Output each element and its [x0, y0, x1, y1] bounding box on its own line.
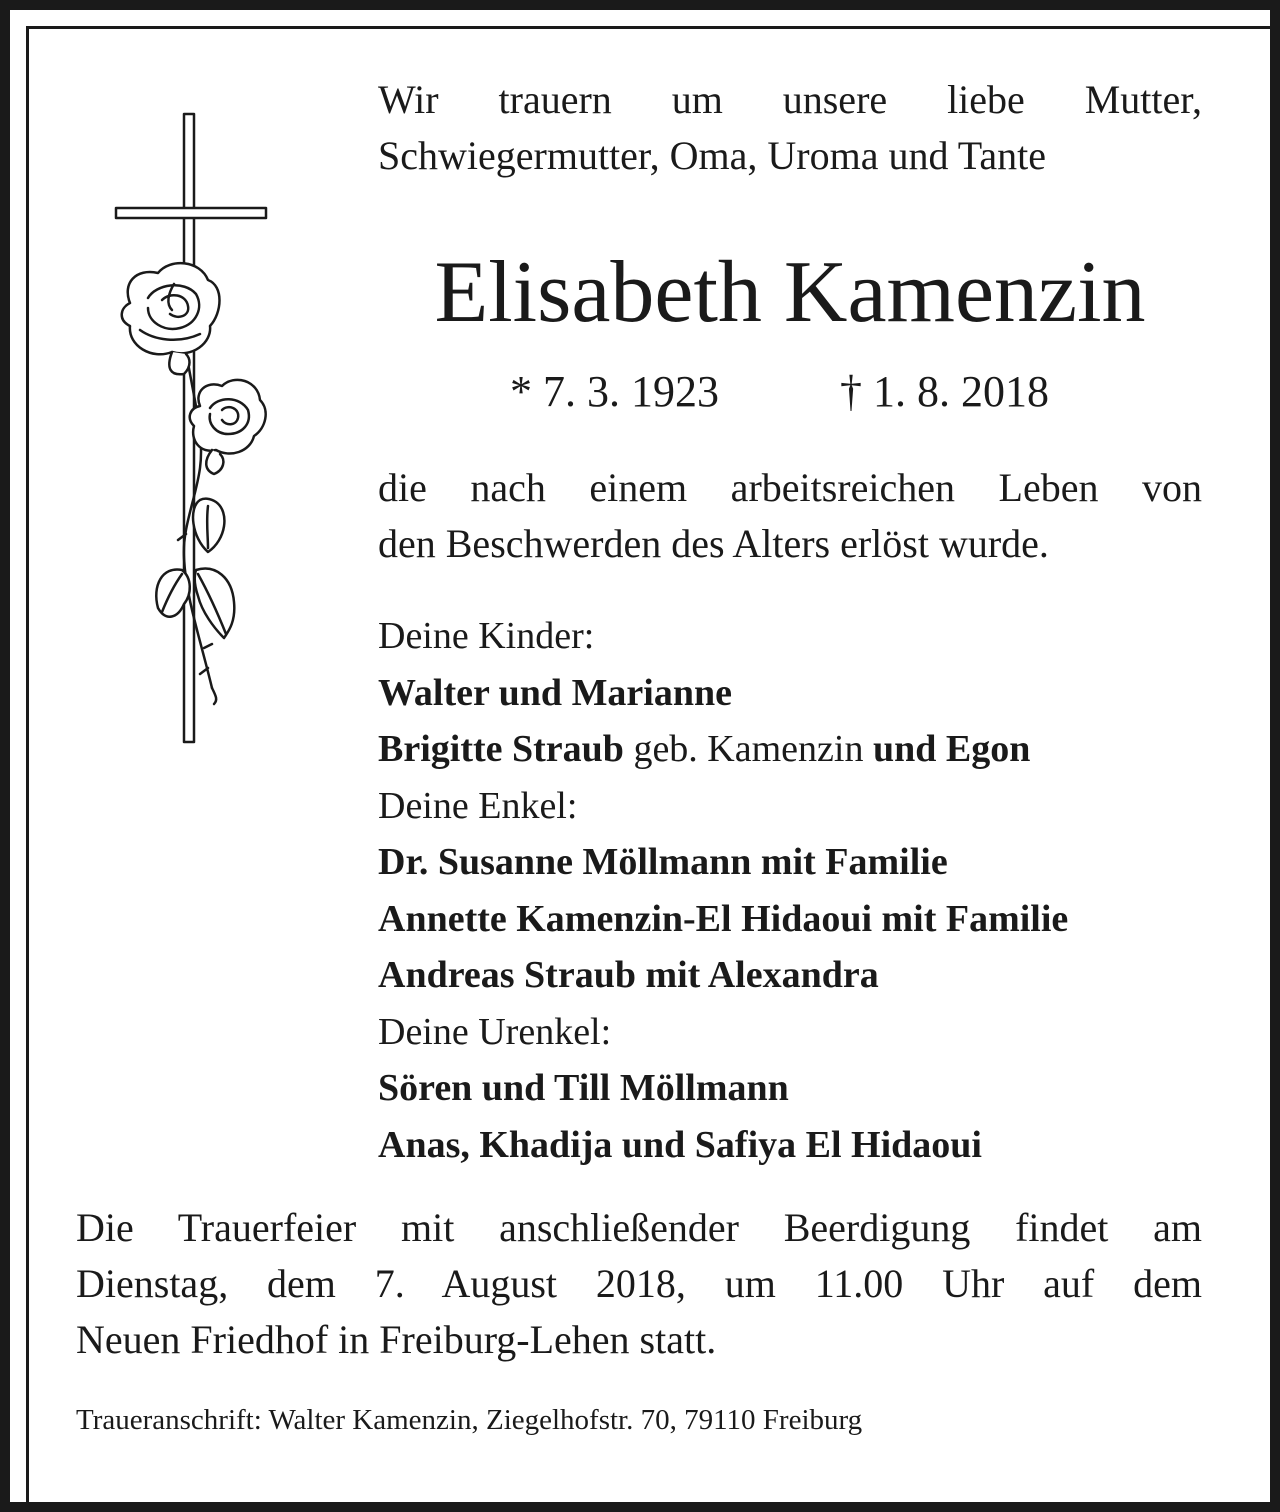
children-member-2-name: Brigitte Straub: [378, 728, 624, 770]
children-label: Deine Kinder:: [378, 615, 595, 657]
intro-text: [378, 72, 1202, 184]
intro-line-2: Schwiegermutter, Oma, Uroma und Tante: [378, 133, 1047, 178]
funeral-line-1: Die Trauerfeier mit anschließender Beerdigung findet am: [76, 1205, 1202, 1250]
tribute-line-2: den Beschwerden des Alters erlöst wurde.: [378, 521, 1049, 566]
family-list: [378, 608, 1202, 1173]
children-member-2-spouse: und Egon: [872, 728, 1031, 770]
grandchildren-label: Deine Enkel:: [378, 784, 578, 827]
grandchildren-member-3: Andreas Straub mit Alexandra: [378, 954, 879, 996]
great-grandchildren-member-2: Anas, Khadija und Safiya El Hidaoui: [378, 1123, 982, 1166]
tribute-text: [378, 460, 1202, 572]
mourning-address: Traueranschrift: Walter Kamenzin, Ziegelhofstr. 70, 79110 Freiburg: [76, 1404, 863, 1436]
funeral-line-2: Dienstag, dem 7. August 2018, um 11.00 Uhr auf dem: [76, 1261, 1202, 1306]
children-member-2: [378, 721, 1202, 778]
grandchildren-member-1: Dr. Susanne Möllmann mit Familie: [378, 841, 948, 883]
death-date: † 1. 8. 2018: [840, 367, 1049, 416]
cross-with-roses-icon: [100, 108, 280, 748]
deceased-name: Elisabeth Kamenzin: [434, 244, 1146, 341]
tribute-line-1: die nach einem arbeitsreichen Leben von: [378, 465, 1202, 510]
grandchildren-member-2: Annette Kamenzin-El Hidaoui mit Familie: [378, 897, 1069, 940]
children-member-1: Walter und Marianne: [378, 671, 732, 714]
great-grandchildren-member-1: Sören und Till Möllmann: [378, 1067, 789, 1109]
great-grandchildren-label: Deine Urenkel:: [378, 1010, 612, 1053]
intro-line-1: Wir trauern um unsere liebe Mutter,: [378, 77, 1202, 122]
funeral-line-3: Neuen Friedhof in Freiburg-Lehen statt.: [76, 1317, 717, 1362]
funeral-details: [76, 1200, 1202, 1368]
children-member-2-maiden: geb. Kamenzin: [623, 728, 873, 770]
birth-date: * 7. 3. 1923: [510, 367, 719, 416]
